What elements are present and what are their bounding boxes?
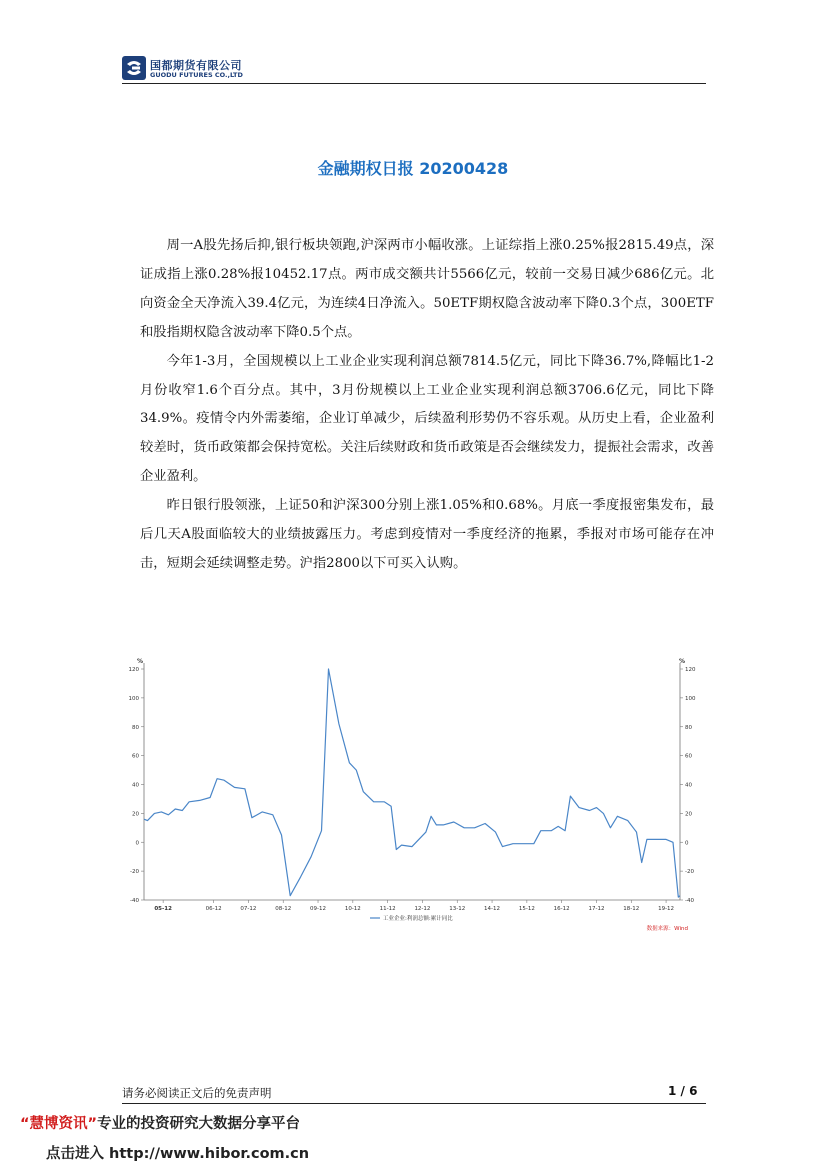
- x-tick-label: 10-12: [344, 906, 361, 912]
- header-divider: [122, 83, 706, 84]
- source-note: 数据来源：Wind: [646, 926, 688, 932]
- x-tick-label: 08-12: [275, 906, 292, 912]
- chart-labels: [129, 658, 696, 932]
- x-tick-label: 11-12: [379, 906, 396, 912]
- paragraph-market-summary: 周一A股先扬后抑,银行板块领跑,沪深两市小幅收涨。上证综指上涨0.25%报2815.49点，深证成指上涨0.28%报10452.17点。两市成交额共计5566亿元，较前一交易日减少686亿元。北向资金全天净流入39.4亿元，为连续4日净流入。50ETF期权隐含波动率下降0.3个点，300ETF和股指期权隐含波动率下降0.5个点。: [140, 238, 714, 340]
- company-logo-icon: [122, 56, 146, 80]
- promo-link[interactable]: 点击进入 http://www.hibor.com.cn: [46, 1146, 310, 1162]
- y-tick-label-right: 120: [685, 667, 696, 673]
- disclaimer-note: 请务必阅读正文后的免责声明: [122, 1086, 272, 1100]
- y-tick-label-right: -20: [685, 869, 694, 876]
- x-tick-label: 06-12: [205, 906, 222, 912]
- y-tick-label-right: 0: [685, 840, 689, 847]
- promo-tagline: 专业的投资研究大数据分享平台: [97, 1116, 301, 1132]
- x-tick-label: 12-12: [414, 906, 431, 912]
- promo-brand: 慧博资讯: [29, 1116, 88, 1132]
- promo-line: [20, 1112, 300, 1133]
- company-name-cn: 国都期货有限公司: [150, 59, 242, 72]
- y-tick-label-left: 0: [135, 840, 139, 847]
- report-body: [140, 232, 714, 579]
- x-tick-label: 07-12: [240, 906, 257, 912]
- y-tick-label-right: 40: [685, 782, 692, 789]
- x-tick-label: 18-12: [623, 906, 640, 912]
- y-unit-right: %: [678, 658, 686, 665]
- y-tick-label-left: 100: [128, 695, 139, 702]
- legend-label: 工业企业:利润总额:累计同比: [383, 916, 453, 922]
- x-tick-label: 17-12: [588, 906, 605, 912]
- industrial-profit-chart: [124, 655, 696, 937]
- series-line: [144, 669, 680, 897]
- promo-quote-open: “: [20, 1116, 30, 1132]
- y-tick-label-left: 80: [132, 724, 139, 731]
- y-tick-label-left: 120: [128, 667, 139, 673]
- y-tick-label-right: 80: [685, 724, 692, 731]
- footer-divider: [122, 1103, 706, 1104]
- y-tick-label-left: 40: [132, 782, 139, 789]
- x-tick-label: 13-12: [449, 906, 466, 912]
- chart-series: [144, 669, 680, 897]
- y-tick-label-left: -20: [130, 869, 139, 876]
- y-tick-label-right: 20: [685, 811, 692, 818]
- x-tick-label: 15-12: [518, 906, 535, 912]
- chart-axes: [141, 663, 683, 903]
- company-name-en: GUODU FUTURES CO.,LTD: [150, 71, 243, 79]
- y-tick-label-right: 100: [685, 695, 696, 702]
- paragraph-industrial-profit: 今年1-3月，全国规模以上工业企业实现利润总额7814.5亿元，同比下降36.7%,降幅比1-2月份收窄1.6个百分点。其中，3月份规模以上工业企业实现利润总额3706.6亿元，同比下降 34.9%。疫情令内外需萎缩，企业订单减少，后续盈利形势仍不容乐观。从历史上看，企业盈利较差时，货币政策都会保持宽松。关注后续财政和货币政策是否会继续发力，提振社会需求，改善企业盈利。: [140, 353, 714, 485]
- report-title: 金融期权日报 20200428: [317, 159, 509, 178]
- y-tick-label-left: -40: [130, 898, 139, 904]
- promo-quote-close: ”: [87, 1116, 98, 1132]
- x-tick-label: 09-12: [310, 906, 327, 912]
- x-tick-label: 05-12: [154, 906, 172, 912]
- paragraph-outlook: 昨日银行股领涨，上证50和沪深300分别上涨1.05%和0.68%。月底一季度报密集发布，最后几天A股面临较大的业绩披露压力。考虑到疫情对一季度经济的拖累，季报对市场可能存在冲击，短期会延续调整走势。沪指2800以下可买入认购。: [140, 498, 714, 571]
- page-number: 1 / 6: [668, 1084, 698, 1098]
- y-tick-label-left: 60: [132, 753, 139, 760]
- x-tick-label: 19-12: [658, 906, 675, 912]
- x-tick-label: 16-12: [553, 906, 570, 912]
- y-tick-label-right: -40: [685, 898, 694, 904]
- page-header: [122, 54, 706, 86]
- y-unit-left: %: [136, 658, 144, 665]
- y-tick-label-left: 20: [132, 811, 139, 818]
- x-tick-label: 14-12: [484, 906, 501, 912]
- y-tick-label-right: 60: [685, 753, 692, 760]
